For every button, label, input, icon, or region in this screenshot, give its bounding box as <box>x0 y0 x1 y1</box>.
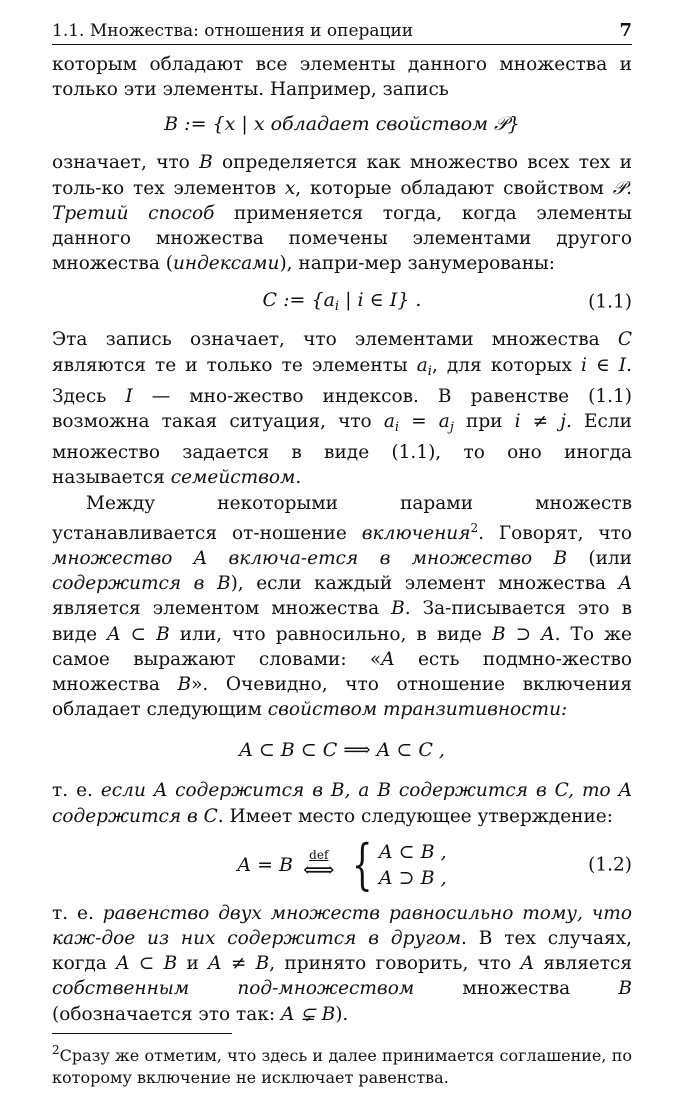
paragraph-1: которым обладают все элементы данного множества и только эти элементы. Например, запись <box>52 54 632 101</box>
equation-number-1-1: (1.1) <box>588 291 632 313</box>
paragraph-3: Эта запись означает, что элементами множества C являются те и только те элементы $a_i$, для которых i ∈ I. Здесь I — мно-жество индексов. В равенстве (1.1) возможна такая ситуация, что $a_i = a_j$ при i ≠ j. Если множество задается в виде (1.1), то оно иногда называется семейством. <box>52 329 633 489</box>
paragraph-2: означает, что B определяется как множество всех тех и толь-ко тех элементов x, которые обладают свойством 𝒫. Третий способ применяется тогда, когда элементы данного множества помечены элементами другого множества (индексами), напри-мер занумерованы: <box>52 152 633 275</box>
formula-set-builder: B := {x | x обладает свойством 𝒫} <box>164 113 520 136</box>
paragraph-5: т. е. если A содержится в B, а B содержится в C, то A содержится в C. Имеет место следующее утверждение: <box>52 780 632 827</box>
footnote-rule <box>52 1033 232 1034</box>
section-title: 1.1. Множества: отношения и операции <box>52 21 414 41</box>
footnote-ref: 2 <box>470 520 479 535</box>
cases-brace: { A ⊂ B , A ⊃ B , <box>351 832 447 896</box>
footnote: $^2$Сразу же отметим, что здесь и далее принимается соглашение, по которому включение не исключает равенства. <box>52 1042 632 1087</box>
formula-transitivity: A ⊂ B ⊂ C ⟹ A ⊂ C , <box>239 739 445 762</box>
equation-number-1-2: (1.2) <box>588 854 632 876</box>
def-equivalence-arrow: def ⟺ <box>303 847 335 883</box>
formula-1-1: C := {$a_i$ | i ∈ I} . (1.1) <box>262 289 632 315</box>
paragraph-4: Между некоторыми парами множеств устанавливается от-ношение включения$^2$. Говорят, что множество A включа-ется в множество B (или содержится в B), если каждый элемент множества A является элементом множества B. За-писывается это в виде A ⊂ B или, что равносильно, в виде B ⊃ A. То же самое выражают словами: «A есть подмно-жество множества B». Очевидно, что отношение включения обладает следующим свойством транзитивности: <box>52 492 633 721</box>
running-header <box>52 20 632 45</box>
page-number: 7 <box>619 20 632 41</box>
paragraph-6: т. е. равенство двух множеств равносильно тому, что каж-дое из них содержится в другом. В тех случаях, когда A ⊂ B и A ≠ B, принято говорить, что A является собственным под-множеством множества B (обозначается это так: A ⊊ B). <box>52 902 632 1025</box>
footnote-mark: 2 <box>52 1042 60 1057</box>
page <box>52 20 632 1089</box>
formula-1-2: A = B def ⟺ { A ⊂ B , A ⊃ B , (1.2) <box>237 832 632 896</box>
